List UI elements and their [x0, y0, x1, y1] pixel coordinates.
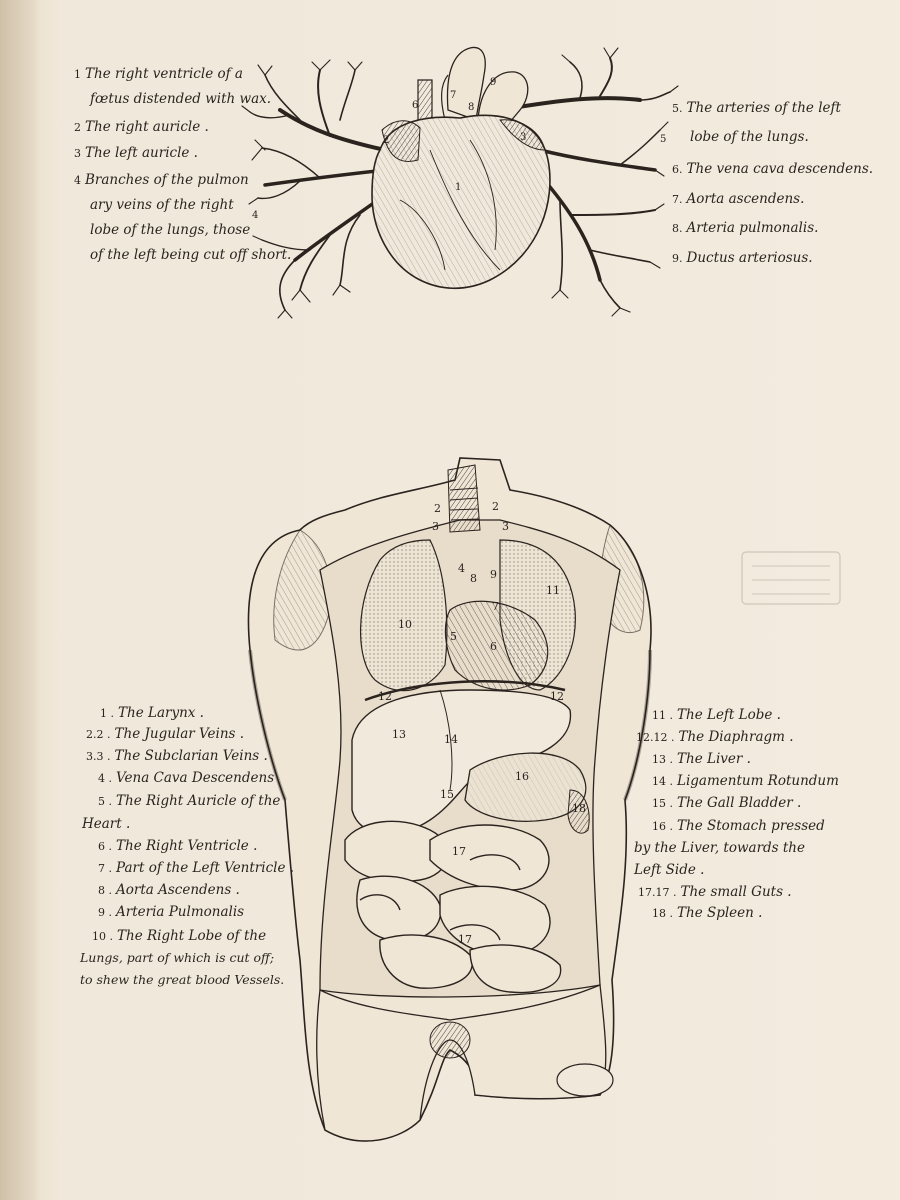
top-legend-left-2-number: 2 — [74, 121, 81, 134]
top-legend-left-2 — [74, 121, 209, 135]
bottom-legend-right-16-line3: Left Side . — [634, 862, 705, 878]
bottom-legend-left-4 — [98, 772, 274, 786]
bottom-legend-right-12 — [636, 731, 794, 745]
bottom-legend-right-12-text: The Diaphragm . — [678, 729, 794, 745]
bottom-legend-right-15-text: The Gall Bladder . — [677, 795, 802, 811]
library-stamp — [742, 552, 840, 604]
bottom-legend-left-6-number: 6 . — [98, 840, 112, 853]
bottom-legend-right-18-text: The Spleen . — [677, 905, 763, 921]
fig-bottom-num-9: 9 — [490, 568, 497, 581]
bottom-legend-right-17-text: The small Guts . — [680, 884, 792, 900]
fig-top-num-7: 7 — [450, 90, 457, 101]
bottom-legend-right-16-line1 — [652, 820, 825, 834]
fig-bottom-num-14: 14 — [444, 733, 458, 746]
fig-top-num-3: 3 — [520, 132, 527, 143]
top-legend-right-7-text: Aorta ascendens. — [686, 191, 805, 207]
bottom-legend-right-18 — [652, 907, 762, 921]
bottom-legend-left-2-number: 2.2 . — [86, 728, 111, 741]
bottom-legend-left-6-text: The Right Ventricle . — [116, 838, 258, 854]
bottom-legend-left-9-number: 9 . — [98, 906, 112, 919]
bottom-legend-left-5-number: 5 . — [98, 795, 112, 808]
fig-top-num-9: 9 — [490, 77, 497, 88]
fig-bottom-num-11: 11 — [546, 584, 560, 597]
fig-top-num-6: 6 — [412, 100, 419, 111]
top-legend-left-4-line1 — [74, 174, 249, 188]
larynx — [448, 465, 480, 532]
bottom-legend-left-3-number: 3.3 . — [86, 750, 111, 763]
fig-bottom-num-17a: 17 — [452, 845, 466, 858]
top-legend-left-4-number: 4 — [74, 174, 81, 187]
fig-bottom-num-3b: 3 — [502, 520, 509, 533]
top-legend-left-4-line3: lobe of the lungs, those — [90, 222, 251, 238]
fig-bottom-num-6: 6 — [490, 640, 497, 653]
fig-bottom-num-18: 18 — [572, 802, 586, 815]
top-legend-right-8 — [672, 222, 818, 236]
top-legend-right-9-number: 9. — [672, 252, 683, 265]
fig-top-num-2: 2 — [383, 135, 390, 146]
fig-bottom-num-10: 10 — [398, 618, 412, 631]
fig-bottom-num-12b: 12 — [550, 690, 564, 703]
bottom-legend-right-15-number: 15 . — [652, 797, 673, 810]
bottom-legend-left-7 — [98, 862, 294, 876]
bottom-legend-left-7-text: Part of the Left Ventricle . — [116, 860, 295, 876]
bottom-legend-left-10-line2: Lungs, part of which is cut off; — [80, 950, 275, 965]
fig-bottom-num-12a: 12 — [378, 690, 392, 703]
fig-bottom-num-3a: 3 — [432, 520, 439, 533]
top-legend-right-9 — [672, 252, 813, 266]
fig-bottom-num-7: 7 — [492, 600, 499, 613]
bottom-legend-right-15 — [652, 797, 801, 811]
bottom-legend-right-16-line2: by the Liver, towards the — [634, 840, 805, 856]
fig-bottom-num-13: 13 — [392, 728, 406, 741]
bottom-legend-left-4-text: Vena Cava Descendens — [116, 770, 275, 786]
bottom-legend-left-9-text: Arteria Pulmonalis — [116, 904, 245, 920]
bottom-legend-right-12-number: 12.12 . — [636, 731, 675, 744]
top-legend-left-4-line2: ary veins of the right — [90, 197, 234, 213]
bottom-legend-left-3 — [86, 750, 268, 764]
bottom-legend-right-18-number: 18 . — [652, 907, 673, 920]
top-legend-right-7 — [672, 193, 804, 207]
top-legend-left-2-text: The right auricle . — [85, 119, 209, 135]
top-legend-left-1-text1: The right ventricle of a — [85, 66, 243, 82]
bottom-legend-left-5-line2: Heart . — [82, 816, 131, 832]
bottom-legend-right-14-text: Ligamentum Rotundum — [677, 773, 839, 789]
fig-bottom-num-2b: 2 — [492, 500, 499, 513]
top-legend-right-8-text: Arteria pulmonalis. — [686, 220, 819, 236]
bottom-legend-right-16-number: 16 . — [652, 820, 673, 833]
top-legend-left-1-line2: fœtus distended with wax. — [90, 91, 272, 107]
fig-bottom-num-4: 4 — [458, 562, 465, 575]
bottom-legend-right-11 — [652, 709, 781, 723]
top-legend-left-4-text1: Branches of the pulmon — [85, 172, 249, 188]
top-legend-left-3-text: The left auricle . — [85, 145, 198, 161]
fig-bottom-num-2a: 2 — [434, 502, 441, 515]
top-legend-right-6-text: The vena cava descendens. — [686, 161, 874, 177]
top-legend-left-3-number: 3 — [74, 147, 81, 160]
top-legend-right-5-number: 5. — [672, 102, 683, 115]
bottom-legend-right-13-text: The Liver . — [677, 751, 751, 767]
top-legend-left-1-line1 — [74, 68, 243, 82]
bottom-legend-left-3-text: The Subclarian Veins . — [114, 748, 268, 764]
top-legend-right-5-line1 — [672, 102, 841, 116]
bottom-legend-right-14 — [652, 775, 839, 789]
top-legend-left-3 — [74, 147, 198, 161]
fig-top-num-5a: 5 — [660, 134, 667, 145]
bottom-legend-left-1-number: 1 . — [100, 707, 114, 720]
fig-top-num-1: 1 — [455, 182, 462, 193]
fig-bottom-num-15: 15 — [440, 788, 454, 801]
bottom-legend-right-17 — [638, 886, 792, 900]
bottom-legend-left-10-line3: to shew the great blood Vessels. — [80, 972, 285, 987]
top-legend-right-6-number: 6. — [672, 163, 683, 176]
fig-bottom-num-16: 16 — [515, 770, 529, 783]
bottom-legend-left-8-text: Aorta Ascendens . — [116, 882, 240, 898]
bottom-legend-left-5-line1 — [98, 795, 280, 809]
top-legend-right-7-number: 7. — [672, 193, 683, 206]
bottom-legend-right-11-text: The Left Lobe . — [677, 707, 781, 723]
bottom-legend-right-13-number: 13 . — [652, 753, 673, 766]
bottom-legend-right-13 — [652, 753, 751, 767]
bottom-legend-left-1 — [100, 707, 204, 721]
bottom-legend-right-17-number: 17.17 . — [638, 886, 677, 899]
bottom-legend-left-5-text1: The Right Auricle of the — [116, 793, 281, 809]
bottom-legend-left-10-number: 10 . — [92, 930, 113, 943]
bottom-legend-left-7-number: 7 . — [98, 862, 112, 875]
bottom-legend-left-9 — [98, 906, 244, 920]
bottom-legend-left-10-line1 — [92, 930, 266, 944]
bottom-legend-left-2-text: The Jugular Veins . — [114, 726, 245, 742]
bottom-legend-left-2 — [86, 728, 244, 742]
bottom-legend-left-8 — [98, 884, 240, 898]
bottom-legend-right-11-number: 11 . — [652, 709, 673, 722]
fig-bottom-num-8: 8 — [470, 572, 477, 585]
top-legend-right-5-text1: The arteries of the left — [686, 100, 841, 116]
top-legend-right-6 — [672, 163, 873, 177]
fig-bottom-num-17b: 17 — [458, 933, 472, 946]
top-legend-right-8-number: 8. — [672, 222, 683, 235]
top-legend-left-4-line4: of the left being cut off short. — [90, 247, 292, 263]
bottom-legend-left-1-text: The Larynx . — [118, 705, 204, 721]
top-legend-left-1-number: 1 — [74, 68, 81, 81]
fig-top-num-4: 4 — [252, 210, 259, 221]
bottom-legend-left-10-text1: The Right Lobe of the — [117, 928, 267, 944]
top-legend-right-9-text: Ductus arteriosus. — [686, 250, 813, 266]
bottom-legend-left-8-number: 8 . — [98, 884, 112, 897]
fig-bottom-num-5: 5 — [450, 630, 457, 643]
bottom-legend-left-4-number: 4 . — [98, 772, 112, 785]
bottom-legend-right-14-number: 14 . — [652, 775, 673, 788]
bottom-legend-left-6 — [98, 840, 257, 854]
fig-top-num-8: 8 — [468, 102, 475, 113]
bottom-legend-right-16-text1: The Stomach pressed — [677, 818, 825, 834]
top-legend-right-5-line2: lobe of the lungs. — [690, 129, 809, 145]
